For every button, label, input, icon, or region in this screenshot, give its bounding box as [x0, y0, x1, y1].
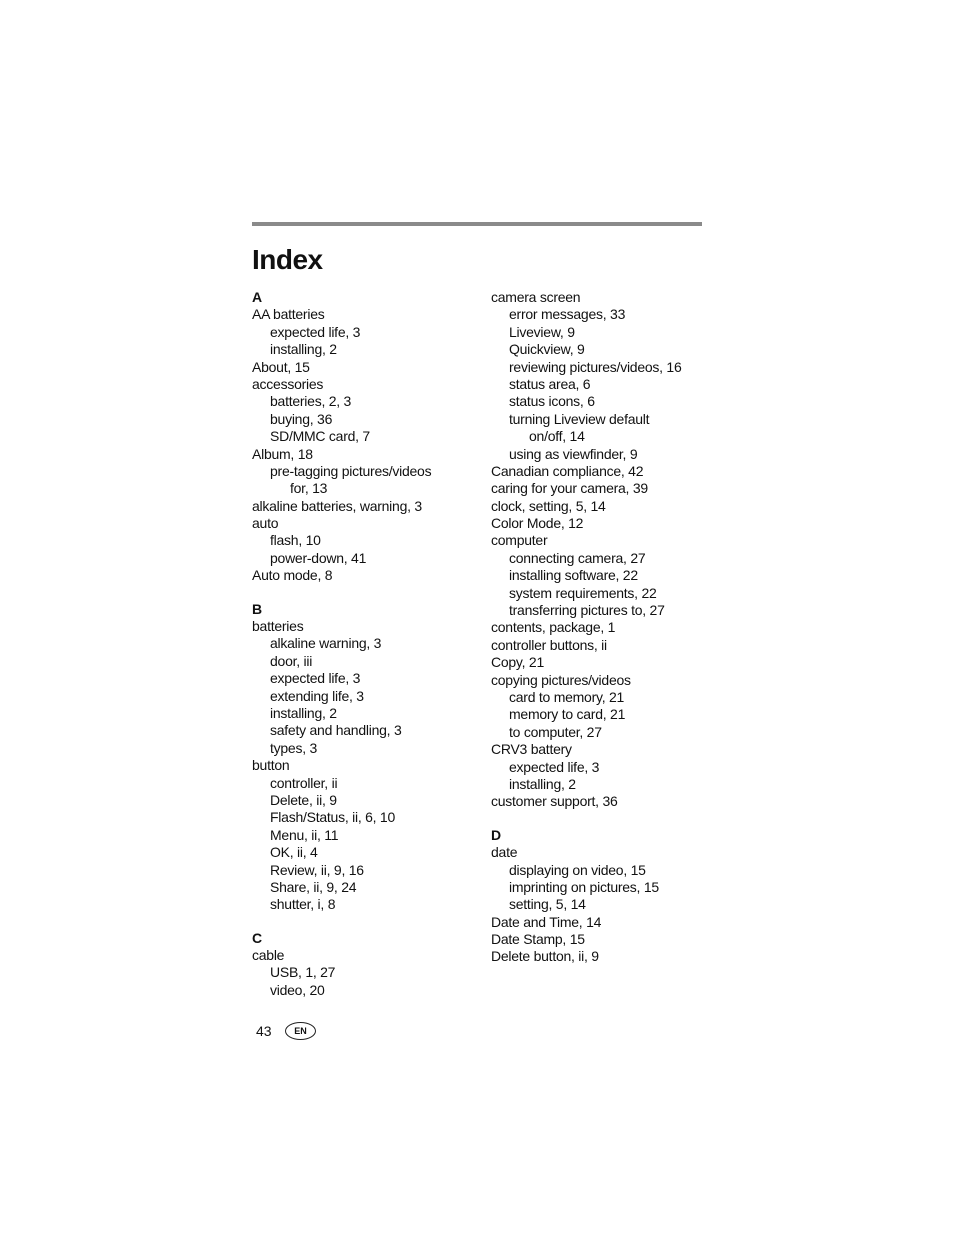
index-subentry: USB, 1, 27	[270, 964, 336, 981]
section-letter-b: B	[252, 600, 262, 617]
index-entry: Date Stamp, 15	[491, 931, 585, 948]
index-subentry: using as viewfinder, 9	[509, 445, 638, 462]
index-subentry: Flash/Status, ii, 6, 10	[270, 809, 395, 826]
index-entry: date	[491, 844, 518, 861]
index-subentry: connecting camera, 27	[509, 549, 646, 566]
index-subentry: card to memory, 21	[509, 688, 625, 705]
page-number: 43	[256, 1023, 272, 1039]
index-subentry: power-down, 41	[270, 549, 367, 566]
index-subentry: OK, ii, 4	[270, 844, 318, 861]
index-subentry: installing, 2	[270, 704, 337, 721]
index-subentry: transferring pictures to, 27	[509, 602, 665, 619]
section-letter-c: C	[252, 929, 262, 946]
index-entry: About, 15	[252, 358, 310, 375]
index-entry: accessories	[252, 375, 324, 392]
index-entry: Date and Time, 14	[491, 913, 602, 930]
section-letter-d: D	[491, 826, 501, 843]
index-subentry: error messages, 33	[509, 306, 626, 323]
index-subentry: pre-tagging pictures/videos	[270, 462, 432, 479]
index-subentry: installing, 2	[509, 775, 576, 792]
index-subentry: video, 20	[270, 981, 325, 998]
index-subentry: status icons, 6	[509, 393, 595, 410]
index-entry: alkaline batteries, warning, 3	[252, 497, 422, 514]
index-subentry: Share, ii, 9, 24	[270, 878, 357, 895]
index-entry: Album, 18	[252, 445, 313, 462]
index-subentry: memory to card, 21	[509, 706, 626, 723]
index-subentry: shutter, i, 8	[270, 896, 336, 913]
index-entry: copying pictures/videos	[491, 671, 631, 688]
index-subentry: SD/MMC card, 7	[270, 428, 370, 445]
index-subentry: expected life, 3	[270, 670, 361, 687]
index-subentry: displaying on video, 15	[509, 861, 646, 878]
index-subentry: Liveview, 9	[509, 323, 575, 340]
index-entry: Auto mode, 8	[252, 567, 333, 584]
index-subentry: reviewing pictures/videos, 16	[509, 358, 682, 375]
index-entry: batteries	[252, 618, 304, 635]
index-subentry: Quickview, 9	[509, 341, 585, 358]
index-subentry: Review, ii, 9, 16	[270, 861, 364, 878]
index-entry: cable	[252, 947, 285, 964]
index-entry: caring for your camera, 39	[491, 480, 648, 497]
index-subentry: to computer, 27	[509, 723, 602, 740]
section-gap	[252, 585, 487, 601]
index-subentry: expected life, 3	[270, 323, 361, 340]
index-subentry: expected life, 3	[509, 758, 600, 775]
index-entry: Color Mode, 12	[491, 515, 584, 532]
index-entry: Delete button, ii, 9	[491, 948, 599, 965]
index-subentry: installing software, 22	[509, 567, 638, 584]
index-entry: button	[252, 757, 290, 774]
index-subentry: Menu, ii, 11	[270, 826, 339, 843]
index-subentry: flash, 10	[270, 532, 321, 549]
section-gap	[491, 811, 706, 827]
index-subentry: on/off, 14	[529, 428, 585, 445]
index-entry: clock, setting, 5, 14	[491, 497, 606, 514]
index-subentry: turning Liveview default	[509, 410, 650, 427]
index-column-left	[252, 289, 487, 999]
index-entry: camera screen	[491, 289, 581, 305]
index-subentry: alkaline warning, 3	[270, 635, 382, 652]
index-subentry: setting, 5, 14	[509, 896, 586, 913]
index-entry: controller buttons, ii	[491, 636, 607, 653]
index-entry: Canadian compliance, 42	[491, 462, 644, 479]
index-entry: auto	[252, 515, 279, 532]
index-subentry: extending life, 3	[270, 687, 364, 704]
language-badge-icon: EN	[285, 1022, 316, 1040]
index-entry: AA batteries	[252, 306, 325, 323]
index-subentry: door, iii	[270, 652, 313, 669]
index-subentry: installing, 2	[270, 341, 337, 358]
index-entry: customer support, 36	[491, 793, 618, 810]
index-subentry: buying, 36	[270, 410, 333, 427]
index-subentry: imprinting on pictures, 15	[509, 878, 659, 895]
index-entry: Copy, 21	[491, 654, 544, 671]
index-subentry: status area, 6	[509, 375, 591, 392]
index-subentry: for, 13	[290, 480, 328, 497]
index-entry: CRV3 battery	[491, 741, 572, 758]
index-column-right	[491, 289, 706, 966]
index-entry: contents, package, 1	[491, 619, 616, 636]
section-gap	[252, 914, 487, 930]
index-subentry: system requirements, 22	[509, 584, 657, 601]
index-subentry: batteries, 2, 3	[270, 393, 352, 410]
index-subentry: controller, ii	[270, 774, 338, 791]
index-subentry: Delete, ii, 9	[270, 791, 337, 808]
index-entry: computer	[491, 532, 548, 549]
header-rule	[252, 222, 702, 226]
index-subentry: safety and handling, 3	[270, 722, 402, 739]
page-title: Index	[252, 244, 323, 275]
section-letter-a: A	[252, 289, 262, 305]
index-subentry: types, 3	[270, 739, 318, 756]
